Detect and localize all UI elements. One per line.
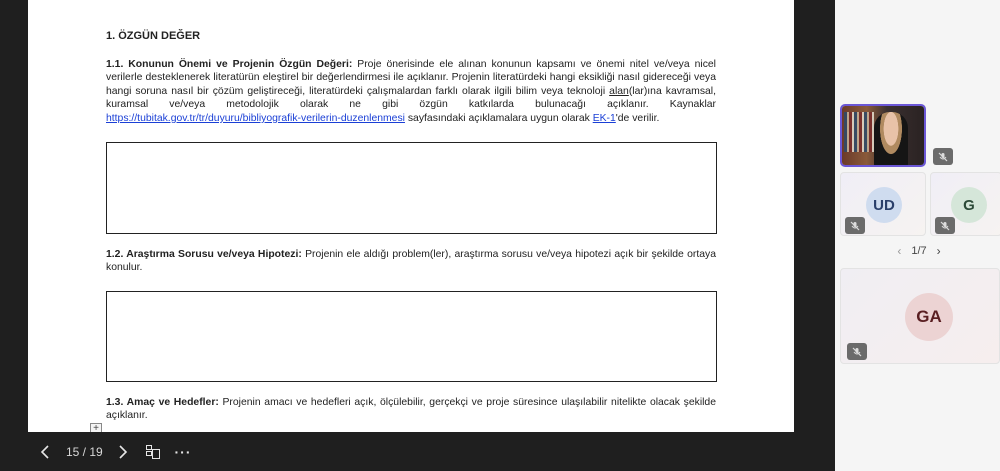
chevron-left-icon <box>40 445 50 459</box>
avatar: G <box>951 187 987 223</box>
next-page-button[interactable] <box>114 440 132 464</box>
section-1-1-title: 1.1. Konunun Önemi ve Projenin Özgün Değeri: <box>106 58 353 70</box>
previous-page-button[interactable] <box>36 440 54 464</box>
active-speaker-video[interactable] <box>840 104 926 167</box>
section-1-1-text-3: sayfasındaki açıklamalara uygun olarak <box>404 112 593 124</box>
participant-tile-ga[interactable] <box>840 268 1000 364</box>
section-1-1-text-4: 'de verilir. <box>615 112 660 124</box>
section-1-3-title: 1.3. Amaç ve Hedefler: <box>106 396 219 408</box>
speaker-video-feed <box>842 106 924 165</box>
underlined-word: alan <box>609 85 629 97</box>
thumbnails-button[interactable] <box>144 440 162 464</box>
mic-muted-icon <box>935 217 955 234</box>
chevron-right-icon <box>118 445 128 459</box>
speaker-person <box>874 112 908 167</box>
section-1-2-title: 1.2. Araştırma Sorusu ve/veya Hipotezi: <box>106 248 302 260</box>
section-1-3-text: Projenin amacı ve hedefleri açık, ölçülebilir, gerçekçi ve proje süresince ulaşılabilir nitelikte olacak şekilde açıklanır. <box>106 396 716 422</box>
section-1-2-text: Projenin ele aldığı problem(ler), araştırma sorusu ve/veya hipotezi açık bir şekilde ortaya konulur. <box>106 248 716 274</box>
section-1-1 <box>106 58 716 126</box>
mic-muted-icon <box>847 343 867 360</box>
section-heading: 1. ÖZGÜN DEĞER <box>106 30 201 42</box>
presentation-toolbar <box>0 432 832 471</box>
document-page <box>28 0 794 432</box>
participant-pager <box>835 244 1000 258</box>
ek1-link[interactable]: EK-1 <box>592 112 616 124</box>
avatar: UD <box>866 187 902 223</box>
pager-next-button[interactable]: › <box>936 244 941 258</box>
pager-label: 1/7 <box>911 245 927 257</box>
answer-box-1-1 <box>106 142 717 234</box>
section-1-1-text-2: (lar)ına kavramsal, kuramsal ve/veya metodolojik olarak ne gibi özgün katkılarda bulunacağı açıklanır. Kaynaklar <box>106 85 716 111</box>
more-options-button[interactable]: ··· <box>174 443 192 460</box>
bookshelf-background <box>844 112 874 152</box>
mic-muted-icon <box>845 217 865 234</box>
participant-tile-g[interactable] <box>930 172 1000 236</box>
participant-tile-ud[interactable] <box>840 172 926 236</box>
thumbnails-icon <box>145 444 161 460</box>
mic-muted-icon <box>933 148 953 165</box>
table-add-handle-icon[interactable]: + <box>90 423 102 432</box>
pager-previous-button[interactable]: ‹ <box>897 244 902 258</box>
page-counter: 15 / 19 <box>66 444 103 459</box>
bibliography-link[interactable]: https://tubitak.gov.tr/tr/duyuru/bibliyografik-verilerin-duzenlenmesi <box>106 112 405 124</box>
section-1-2 <box>106 248 716 275</box>
document-content <box>106 30 716 423</box>
answer-box-1-2 <box>106 291 717 382</box>
avatar: GA <box>905 293 953 341</box>
section-1-3 <box>106 396 716 423</box>
participants-panel <box>832 0 1000 471</box>
section-1-1-text: Proje önerisinde ele alınan konunun kapsamı ve önemi nitel ve/veya nicel verilerle desteklenerek literatürün eleştirel bir değerlendirmesi ile açıklanır. Projenin literatürdeki hangi eksikliği nasıl gidereceği veya hangi soruna nasıl bir çözüm geliştireceği, literatürdeki çalışmalardan farklı olarak ilgili bilim veya teknoloji <box>106 58 716 97</box>
